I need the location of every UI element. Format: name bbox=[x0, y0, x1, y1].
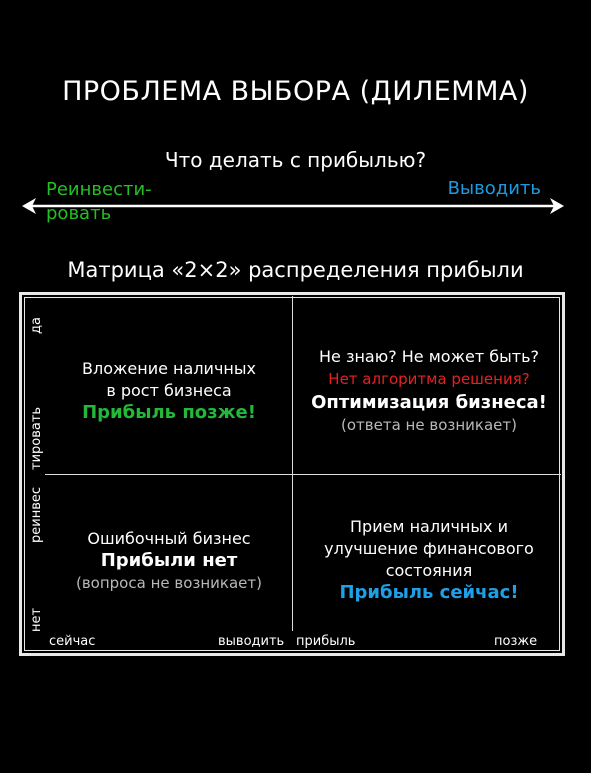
page-title: ПРОБЛЕМА ВЫБОРА (ДИЛЕММА) bbox=[62, 76, 529, 107]
double-arrow-icon bbox=[20, 196, 566, 216]
cell-text: улучшение финансового bbox=[324, 539, 534, 558]
reinvest-label-line1: Реинвести- bbox=[46, 179, 152, 200]
cell-text: состояния bbox=[385, 561, 473, 580]
cell-highlight: Прибыль сейчас! bbox=[339, 582, 519, 603]
cell-note: (ответа не возникает) bbox=[341, 416, 517, 434]
withdraw-option-label: Выводить bbox=[447, 178, 541, 199]
cell-text: в рост бизнеса bbox=[106, 381, 232, 400]
y-axis-label-tirovat: тировать bbox=[29, 406, 44, 470]
cell-text: Ошибочный бизнес bbox=[87, 529, 251, 548]
x-axis-later: позже bbox=[494, 634, 538, 649]
y-axis-yes: да bbox=[29, 317, 44, 334]
cell-top-left bbox=[46, 358, 292, 424]
cell-highlight: Прибыли нет bbox=[100, 550, 238, 571]
cell-note: (вопроса не возникает) bbox=[75, 574, 262, 592]
cell-highlight: Оптимизация бизнеса! bbox=[311, 392, 547, 413]
x-axis-now: сейчас bbox=[49, 634, 96, 649]
matrix-title: Матрица «2×2» распределения прибыли bbox=[67, 258, 524, 282]
cell-bottom-left bbox=[46, 528, 292, 594]
x-axis-withdraw: выводить bbox=[218, 634, 285, 649]
cell-text: Вложение наличных bbox=[82, 359, 256, 378]
cell-text: Не знаю? Не может быть? bbox=[318, 347, 539, 366]
cell-highlight: Прибыль позже! bbox=[82, 402, 256, 423]
question-heading: Что делать с прибылью? bbox=[164, 148, 427, 172]
y-axis-label-reinves: реинвес bbox=[29, 486, 44, 543]
cell-warning: Нет алгоритма решения? bbox=[328, 370, 530, 388]
cell-bottom-right bbox=[293, 516, 565, 604]
matrix-horizontal-divider bbox=[45, 474, 561, 475]
cell-top-right bbox=[293, 346, 565, 436]
x-axis-profit: прибыль bbox=[296, 634, 356, 649]
cell-text: Прием наличных и bbox=[350, 517, 508, 536]
y-axis-no: нет bbox=[29, 607, 44, 632]
reinvest-label-line2: ровать bbox=[46, 203, 112, 224]
